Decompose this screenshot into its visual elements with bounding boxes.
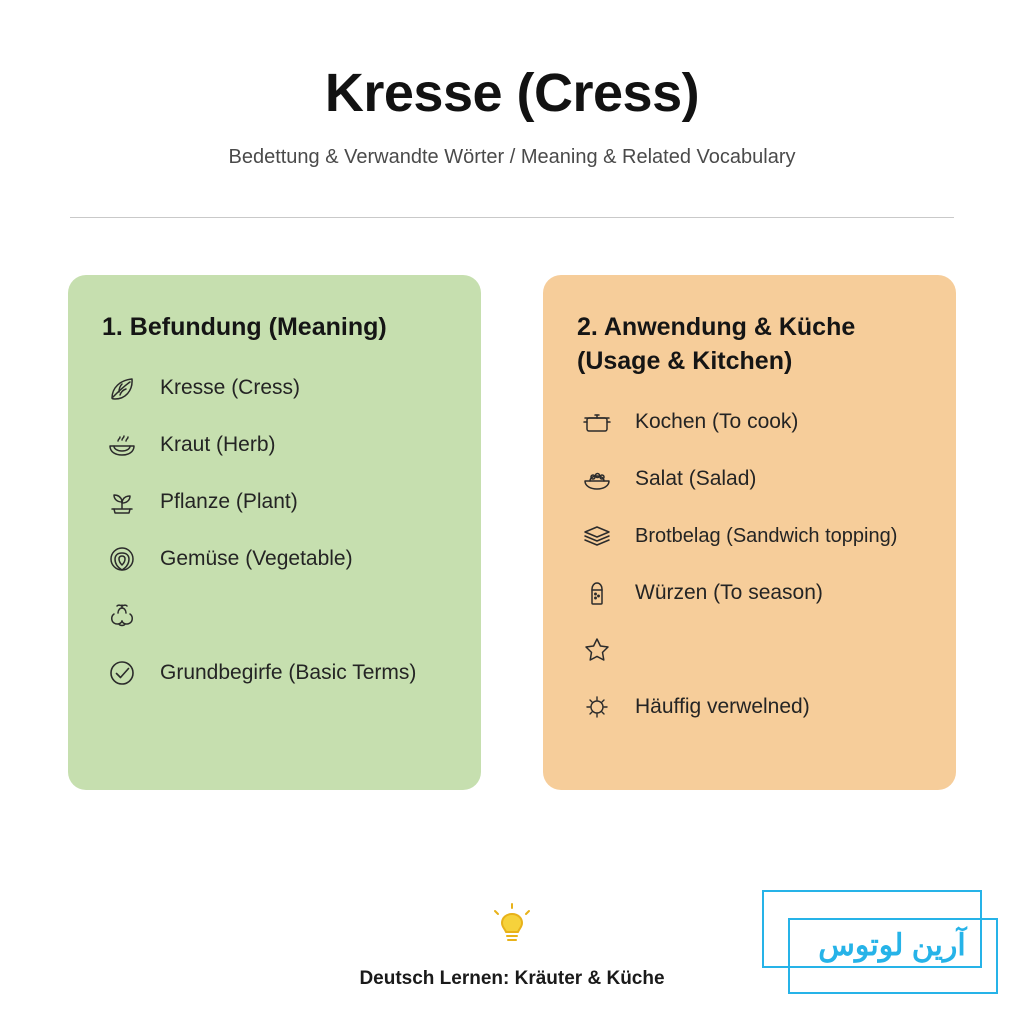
pot-icon	[577, 403, 617, 441]
cards-container	[0, 275, 1024, 790]
list-item	[102, 483, 447, 521]
list-item	[577, 517, 922, 555]
soup-bowl-icon	[102, 426, 142, 464]
lightbulb-icon	[489, 902, 535, 956]
footer-text: Deutsch Lernen: Kräuter & Küche	[359, 968, 665, 989]
card-item-list	[102, 369, 447, 692]
list-item-label: Kraut (Herb)	[160, 433, 276, 457]
sprout-icon	[102, 483, 142, 521]
header	[0, 0, 1024, 169]
cabbage-icon	[102, 540, 142, 578]
list-item-label: Kresse (Cress)	[160, 376, 301, 400]
card-item-list	[577, 403, 922, 726]
card-title: 2. Anwendung & Küche (Usage & Kitchen)	[577, 313, 856, 375]
list-item-label: Häuffig verwelned)	[635, 695, 810, 718]
watermark-text: آرین لوتوس	[818, 929, 966, 962]
list-item-label: Grundbegirfe (Basic Terms)	[160, 661, 417, 685]
star-icon	[577, 631, 617, 669]
watermark	[752, 884, 1002, 1004]
page-title: Kresse (Cress)	[324, 63, 700, 123]
list-item	[102, 426, 447, 464]
list-item-label: Brotbelag (Sandwich topping)	[635, 524, 898, 547]
check-circle-icon	[102, 654, 142, 692]
leaf-icon	[102, 369, 142, 407]
list-item	[102, 597, 447, 635]
sparkle-icon	[577, 688, 617, 726]
card-meaning	[68, 275, 481, 790]
list-item	[102, 654, 447, 692]
list-item	[102, 540, 447, 578]
salt-shaker-icon	[577, 574, 617, 612]
list-item-label: Kochen (To cook)	[635, 410, 799, 433]
card-usage	[543, 275, 956, 790]
list-item	[577, 631, 922, 669]
list-item	[577, 403, 922, 441]
list-item	[102, 369, 447, 407]
page-subtitle: Bedettung & Verwandte Wörter / Meaning & Related Vocabulary	[228, 146, 796, 169]
salad-bowl-icon	[577, 460, 617, 498]
list-item-label: Gemüse (Vegetable)	[160, 547, 353, 571]
list-item-label: Pflanze (Plant)	[160, 490, 298, 514]
sandwich-icon	[577, 517, 617, 555]
list-item-label: Würzen (To season)	[635, 581, 823, 604]
vegetables-icon	[102, 597, 142, 635]
card-title: 1. Befundung (Meaning)	[102, 313, 387, 342]
list-item	[577, 460, 922, 498]
list-item	[577, 574, 922, 612]
list-item	[577, 688, 922, 726]
list-item-label: Salat (Salad)	[635, 467, 757, 490]
header-divider	[70, 217, 954, 218]
